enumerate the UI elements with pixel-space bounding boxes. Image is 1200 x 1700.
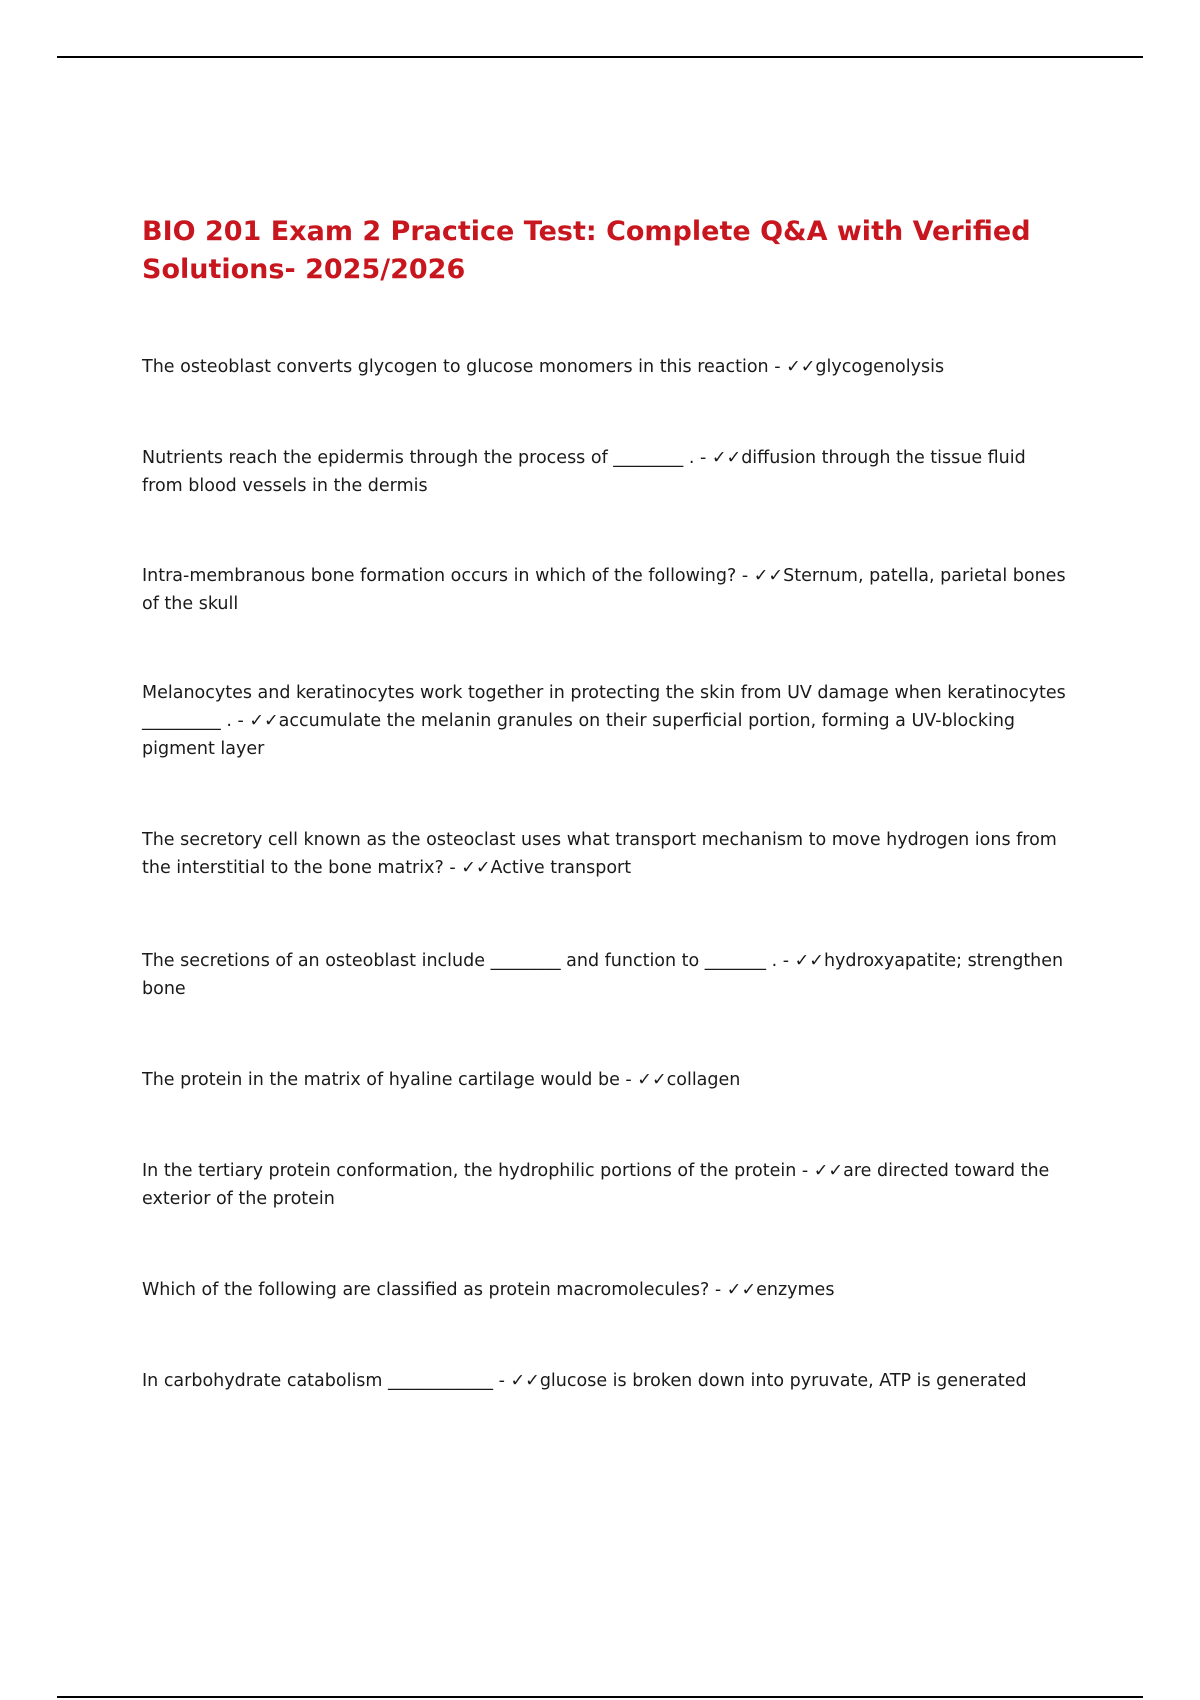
double-check-icon: ✓✓ bbox=[249, 711, 279, 731]
separator: - bbox=[443, 858, 462, 878]
double-check-icon: ✓✓ bbox=[510, 1371, 540, 1391]
double-check-icon: ✓✓ bbox=[753, 566, 784, 586]
qa-item-8 bbox=[142, 1157, 1072, 1213]
question-text: Nutrients reach the epidermis through the process of ________ . bbox=[142, 448, 695, 468]
question-text: In carbohydrate catabolism ____________ bbox=[142, 1371, 494, 1391]
question-text: The osteoblast converts glycogen to glucose monomers in this reaction bbox=[142, 357, 769, 377]
qa-item-4 bbox=[142, 679, 1072, 763]
double-check-icon: ✓✓ bbox=[637, 1070, 667, 1090]
bottom-divider bbox=[57, 1696, 1143, 1698]
separator: - bbox=[493, 1371, 511, 1391]
qa-item-9 bbox=[142, 1276, 1072, 1304]
separator: - bbox=[619, 1070, 638, 1090]
answer-text: Sternum, patella, parietal bones of the skull bbox=[142, 566, 1066, 614]
double-check-icon: ✓✓ bbox=[786, 357, 816, 377]
document-title: BIO 201 Exam 2 Practice Test: Complete Q&A with Verified Solutions- 2025/2026 bbox=[142, 216, 1031, 285]
separator: - bbox=[709, 1280, 727, 1300]
double-check-icon: ✓✓ bbox=[711, 448, 742, 468]
qa-item-1 bbox=[142, 353, 1072, 381]
separator: - bbox=[768, 357, 787, 377]
answer-text: glycogenolysis bbox=[815, 357, 945, 377]
double-check-icon: ✓✓ bbox=[726, 1280, 757, 1300]
answer-text: enzymes bbox=[756, 1280, 835, 1300]
question-text: The protein in the matrix of hyaline cartilage would be bbox=[142, 1070, 620, 1090]
qa-item-5 bbox=[142, 826, 1072, 882]
question-text: The secretory cell known as the osteoclast uses what transport mechanism to move hydrogen ions from the interstitial to the bone matrix? bbox=[142, 830, 1057, 878]
question-text: The secretions of an osteoblast include ________ and function to _______ . bbox=[142, 951, 778, 971]
question-text: Which of the following are classified as protein macromolecules? bbox=[142, 1280, 710, 1300]
qa-item-3 bbox=[142, 562, 1072, 618]
separator: - bbox=[736, 566, 754, 586]
double-check-icon: ✓✓ bbox=[461, 858, 491, 878]
double-check-icon: ✓✓ bbox=[794, 951, 824, 971]
answer-text: Active transport bbox=[490, 858, 632, 878]
answer-text: accumulate the melanin granules on their superficial portion, forming a UV-blocking pigment layer bbox=[142, 711, 1016, 759]
double-check-icon: ✓✓ bbox=[813, 1161, 844, 1181]
separator: - bbox=[231, 711, 250, 731]
answer-text: diffusion through the tissue fluid from blood vessels in the dermis bbox=[142, 448, 1026, 496]
question-text: Intra-membranous bone formation occurs in which of the following? bbox=[142, 566, 737, 586]
qa-item-10 bbox=[142, 1367, 1072, 1395]
question-text: Melanocytes and keratinocytes work together in protecting the skin from UV damage when keratinocytes _________ . bbox=[142, 683, 1066, 731]
answer-text: glucose is broken down into pyruvate, ATP is generated bbox=[539, 1371, 1027, 1391]
separator: - bbox=[796, 1161, 814, 1181]
qa-item-7 bbox=[142, 1066, 1072, 1094]
answer-text: hydroxyapatite; strengthen bone bbox=[142, 951, 1064, 999]
question-text: In the tertiary protein conformation, the hydrophilic portions of the protein bbox=[142, 1161, 797, 1181]
qa-item-6 bbox=[142, 947, 1072, 1003]
top-divider bbox=[57, 56, 1143, 58]
answer-text: are directed toward the exterior of the protein bbox=[142, 1161, 1050, 1209]
separator: - bbox=[694, 448, 712, 468]
qa-item-2 bbox=[142, 444, 1072, 500]
answer-text: collagen bbox=[666, 1070, 741, 1090]
separator: - bbox=[777, 951, 795, 971]
